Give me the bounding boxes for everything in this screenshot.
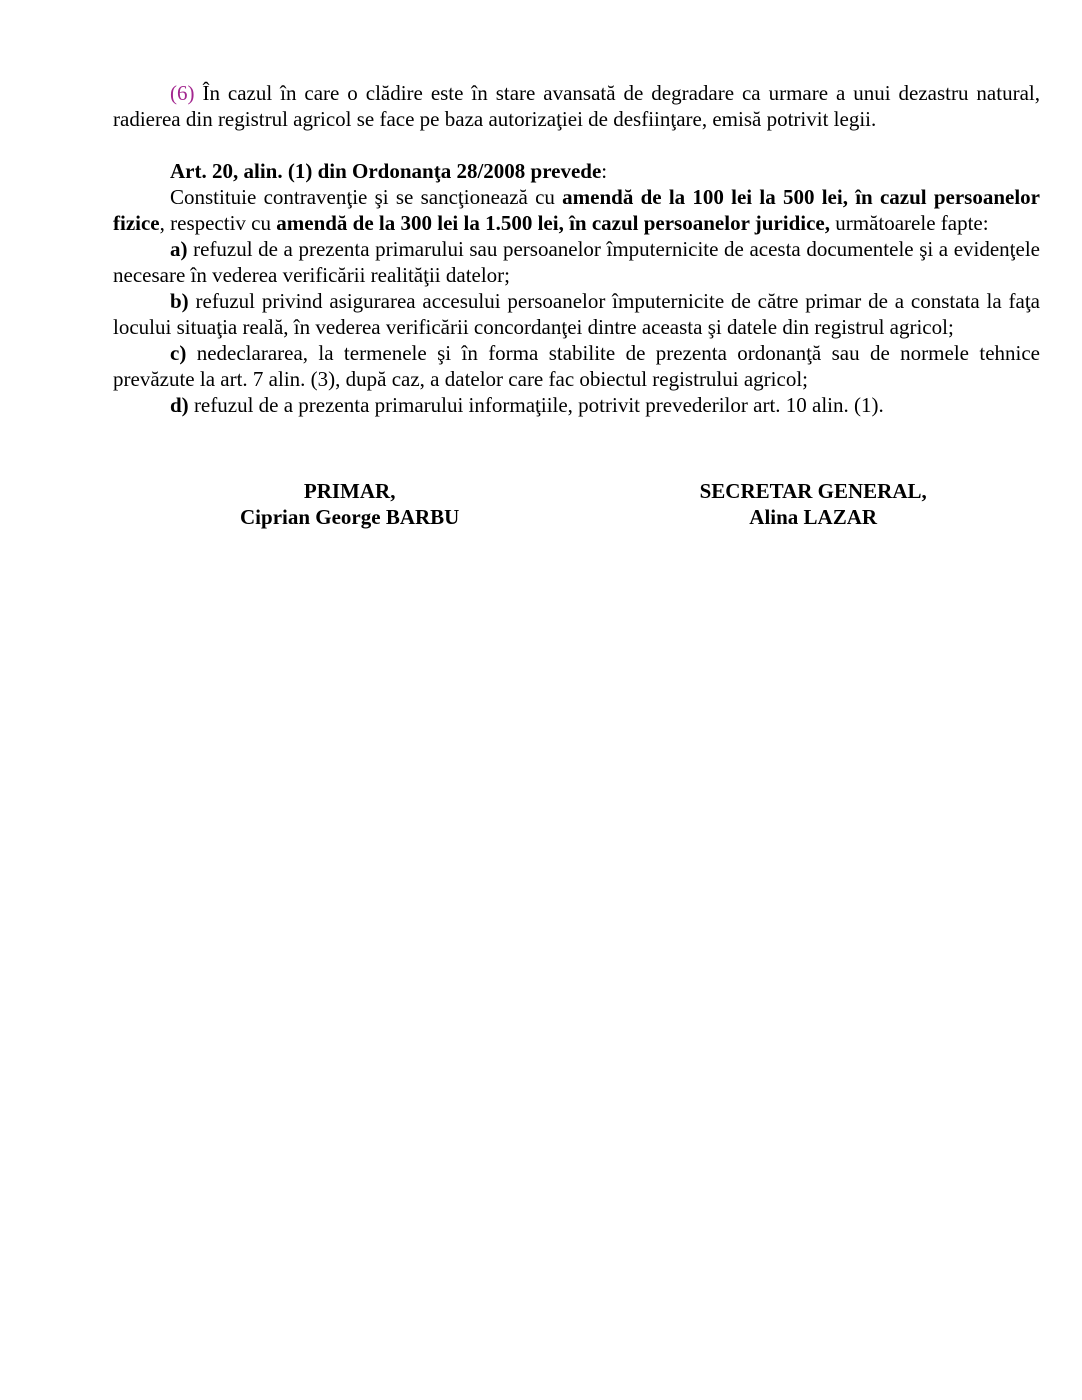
signature-right-name: Alina LAZAR xyxy=(749,505,878,529)
list-item-d-text: refuzul de a prezenta primarului informaţiile, potrivit prevederilor art. 10 alin. (1). xyxy=(188,393,884,417)
list-item-c-marker: c) xyxy=(170,341,187,365)
signature-left-title: PRIMAR, xyxy=(303,479,396,503)
signature-left xyxy=(113,478,586,530)
list-item-d-marker: d) xyxy=(170,393,189,417)
signature-block xyxy=(113,478,1040,530)
signature-left-name: Ciprian George BARBU xyxy=(240,505,460,529)
list-item-a-marker: a) xyxy=(170,237,188,261)
list-item-c xyxy=(113,340,1040,392)
list-item-a-text: refuzul de a prezenta primarului sau persoanelor împuternicite de acesta documentele şi a evidenţele necesare în vederea verificării realităţii datelor; xyxy=(113,237,1040,287)
document-body xyxy=(113,80,1040,530)
list-item-b-marker: b) xyxy=(170,289,189,313)
signature-right-title: SECRETAR GENERAL, xyxy=(699,479,927,503)
art20-intro-part2: , respectiv cu xyxy=(159,211,277,235)
list-item-b-text: refuzul privind asigurarea accesului persoanelor împuternicite de către primar de a constata la faţa locului situaţia reală, în vederea verificării concordanţei dintre aceasta şi datele din registrul agricol; xyxy=(113,289,1040,339)
art20-intro-part1: Constituie contravenţie şi se sancţionează cu xyxy=(170,185,563,209)
paragraph-6-marker: (6) xyxy=(170,81,195,105)
art20-intro xyxy=(113,184,1040,236)
paragraph-6 xyxy=(113,80,1040,132)
list-item-b xyxy=(113,288,1040,340)
art20-heading xyxy=(113,158,1040,184)
art20-heading-colon: : xyxy=(601,159,608,183)
signature-right xyxy=(586,478,1040,530)
paragraph-6-text: În cazul în care o clădire este în stare avansată de degradare ca urmare a unui dezastru natural, radierea din registrul agricol se face pe baza autorizaţiei de desfiinţare, emisă potrivit legii. xyxy=(113,81,1040,131)
art20-intro-bold2: amendă de la 300 lei la 1.500 lei, în cazul persoanelor juridice, xyxy=(276,211,830,235)
list-item-a xyxy=(113,236,1040,288)
list-item-c-text: nedeclararea, la termenele şi în forma stabilite de prezenta ordonanţă sau de normele tehnice prevăzute la art. 7 alin. (3), după caz, a datelor care fac obiectul registrului agricol; xyxy=(113,341,1040,391)
art20-heading-bold: Art. 20, alin. (1) din Ordonanţa 28/2008 prevede xyxy=(170,159,602,183)
art20-intro-part3: următoarele fapte: xyxy=(830,211,989,235)
list-item-d xyxy=(113,392,1040,418)
art20-intro-bold1: amendă de la 100 lei la 500 lei, în cazul persoanelor fizice xyxy=(113,185,1040,235)
